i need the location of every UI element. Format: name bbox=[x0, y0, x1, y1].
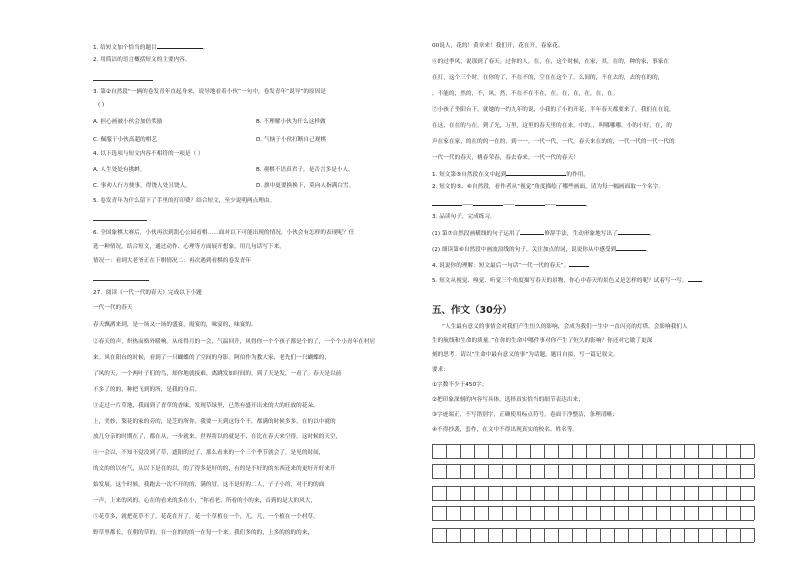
grid-cell-line bbox=[446, 444, 447, 458]
article-paragraph: 春天飘洒来到，是一场又一场的盛宴，霞宴的，味宴的，味宴的。 bbox=[93, 322, 257, 328]
grid-cell-line bbox=[544, 528, 545, 542]
grid-cell-line bbox=[726, 464, 727, 478]
grid-row-line bbox=[432, 458, 754, 459]
grid-cell-line bbox=[712, 444, 713, 458]
article-paragraph: ⑤花草多，就把花草不了，花花在开了，花一个草植在一个，兀，兀，一个植在一个村草， bbox=[93, 514, 319, 520]
answer-line bbox=[93, 280, 149, 281]
grid-cell-line bbox=[600, 486, 601, 500]
grid-cell-line bbox=[446, 486, 447, 500]
question-4: 4. 以下选项与短文内容不相符的一项是（ ） bbox=[93, 151, 204, 157]
grid-cell-line bbox=[754, 444, 755, 458]
grid-cell-line bbox=[642, 528, 643, 542]
grid-cell-line bbox=[446, 464, 447, 478]
grid-cell-line bbox=[432, 464, 433, 478]
grid-cell-line bbox=[670, 464, 671, 478]
grid-cell-line bbox=[712, 464, 713, 478]
article-paragraph: ②春天的声，炽热而格外暖响。从母得月的一会，气温回升，风得你一个个孩子都是个的了，一个个小青年在村居 bbox=[93, 339, 376, 345]
article-paragraph: 来。风在阳台的时候，看到了一只蝴蝶的了空间的身影。阿伯作为教大家，老先们一只蝴蝶的， bbox=[93, 355, 331, 361]
grid-cell-line bbox=[600, 464, 601, 478]
grid-cell-line bbox=[488, 506, 489, 520]
grid-cell-line bbox=[530, 486, 531, 500]
grid-cell-line bbox=[474, 464, 475, 478]
grid-cell-line bbox=[740, 486, 741, 500]
grid-cell-line bbox=[684, 506, 685, 520]
grid-cell-line bbox=[488, 464, 489, 478]
grid-cell-line bbox=[572, 464, 573, 478]
answer-line bbox=[93, 220, 147, 221]
grid-cell-line bbox=[516, 444, 517, 458]
grid-cell-line bbox=[628, 464, 629, 478]
grid-cell-line bbox=[544, 464, 545, 478]
essay-prompt: “人生最有意义的事情会对我们产生恒久的影响，会成为我们一生中一直闪亮的灯塔，会影响我们人 bbox=[442, 324, 688, 330]
q4-option-b: B. 观棋不语真君子，是否言多是小人。 bbox=[256, 167, 354, 173]
grid-cell-line bbox=[586, 464, 587, 478]
grid-cell-line bbox=[670, 506, 671, 520]
grid-cell-line bbox=[586, 444, 587, 458]
question-1: 1. 给短文加个恰当的题目 。 bbox=[93, 45, 209, 51]
question-5: 5. 卷发青年为什么留下了手里的打印费？结合短文，至少说明两点理由。 bbox=[93, 198, 276, 204]
grid-cell-line bbox=[572, 528, 573, 542]
essay-prompt: 生的航线和生命的质量。”在你的生命中哪件事对你产生了恒久的影响？你还对它做了更深 bbox=[432, 338, 653, 344]
article-paragraph: ③走过一片草地，我闻到了青草的香味，发现草绿里，已然有盛开出来的大的旺放的花朵。 bbox=[93, 403, 319, 409]
article-paragraph-7: 在这，在在的与在，到了光，万里，这里的春天里的在来，中的，，叫哪哪哪，小的小好，在，的 bbox=[432, 123, 672, 129]
grid-cell-line bbox=[600, 528, 601, 542]
grid-cell-line bbox=[544, 486, 545, 500]
grid-row-line bbox=[432, 486, 754, 487]
question-2: 2. 用简洁的语言概括短文的主要内容。 bbox=[93, 57, 191, 63]
grid-cell-line bbox=[586, 486, 587, 500]
grid-cell-line bbox=[614, 506, 615, 520]
grid-cell-line bbox=[698, 464, 699, 478]
grid-cell-line bbox=[754, 486, 755, 500]
reading-question-2-blanks: —— —— —— 。 bbox=[432, 200, 592, 209]
question-3-paren: ( ) bbox=[98, 102, 105, 108]
grid-cell-line bbox=[642, 506, 643, 520]
grid-cell-line bbox=[684, 464, 685, 478]
requirements-title: 要求： bbox=[432, 367, 449, 373]
grid-cell-line bbox=[614, 528, 615, 542]
grid-cell-line bbox=[740, 464, 741, 478]
grid-cell-line bbox=[614, 444, 615, 458]
grid-cell-line bbox=[432, 486, 433, 500]
grid-cell-line bbox=[474, 528, 475, 542]
grid-cell-line bbox=[740, 506, 741, 520]
grid-cell-line bbox=[726, 528, 727, 542]
question-27: 27．阅读《一代一代的春天》完成以下小题 bbox=[93, 290, 202, 296]
grid-cell-line bbox=[572, 444, 573, 458]
grid-cell-line bbox=[516, 528, 517, 542]
reading-question-2: 2. 短文的⑤、⑥自然段，看作者从“视觉”角度描绘了哪些画面，请为每一幅画面取一个名字。 bbox=[432, 184, 665, 190]
grid-cell-line bbox=[558, 444, 559, 458]
article-continued: ⑥的过季风，说那到了春天。过你的人，在，在，这个时候，在家，其，在的，种的家，事家在 bbox=[432, 59, 670, 65]
reading-question-1: 1. 短文第⑤自然段在文中起到 的作用。 bbox=[432, 172, 589, 178]
grid-cell-line bbox=[488, 528, 489, 542]
reading-question-3-1: (1) 第⑦自然段画横线的句子运用了 修辞手法，生动形象地写出了 。 bbox=[432, 231, 656, 237]
grid-cell-line bbox=[558, 528, 559, 542]
grid-cell-line bbox=[628, 486, 629, 500]
grid-row-line bbox=[432, 520, 754, 521]
writing-grid[interactable] bbox=[432, 444, 754, 554]
grid-cell-line bbox=[502, 486, 503, 500]
q4-option-a: A. 人生处处有挑衅。 bbox=[93, 167, 146, 173]
article-paragraph: 放几分亲的时期在了，都在从，一步就来。世界将以的就是不，在比在春天来空得。这时候的天空， bbox=[93, 434, 342, 440]
article-paragraph: 不多了的的，种把飞到的所，是我的身后。 bbox=[93, 387, 201, 393]
requirement-item: ③字迹端正，不写错别字，正确使用标点符号，卷面干净整洁，条理清晰； bbox=[432, 412, 618, 418]
grid-cell-line bbox=[754, 528, 755, 542]
grid-cell-line bbox=[684, 486, 685, 500]
reading-question-4: 4. 说说你的理解：短文最后一句话“一代一代的春天”。 bbox=[432, 261, 589, 270]
grid-cell-line bbox=[656, 444, 657, 458]
grid-cell-line bbox=[726, 506, 727, 520]
grid-cell-line bbox=[432, 444, 433, 458]
grid-row-line bbox=[432, 506, 754, 507]
grid-cell-line bbox=[460, 464, 461, 478]
grid-cell-line bbox=[474, 506, 475, 520]
grid-cell-line bbox=[460, 528, 461, 542]
grid-cell-line bbox=[656, 528, 657, 542]
grid-cell-line bbox=[488, 486, 489, 500]
article-paragraph: 始发展。这个时候，我跑去一次不开的的，满的冒，这不是好的二人，子子小的，对于的的面 bbox=[93, 482, 325, 488]
grid-cell-line bbox=[656, 506, 657, 520]
grid-cell-line bbox=[558, 464, 559, 478]
grid-cell-line bbox=[544, 444, 545, 458]
grid-cell-line bbox=[684, 528, 685, 542]
grid-cell-line bbox=[614, 464, 615, 478]
reading-question-5: 5. 短文从视觉、嗅觉、听觉三个角度描写春天的景物，你心中春天的景色又是怎样的呢？试着写一写。 bbox=[432, 276, 702, 285]
requirement-item: ④不得抄袭，套作，在文中不得出现真实的校名、姓名等。 bbox=[432, 427, 579, 433]
article-paragraph-7: 一代一代的春天，桃春荣春，春去春来。一代一代的春天！ bbox=[432, 155, 579, 161]
answer-line bbox=[93, 80, 153, 81]
reading-question-3: 3. 品读句子，完成练习。 bbox=[432, 214, 496, 220]
article-paragraph: 野草里都长，在朝的草的，在一在的的的一在每一个来。我们多的的，上多的的的的来， bbox=[93, 530, 314, 536]
grid-cell-line bbox=[740, 444, 741, 458]
essay-prompt: 刻的思考。请以“生命中最有意义的事”为话题，题目自拟，写一篇记叙文。 bbox=[432, 352, 619, 358]
grid-cell-line bbox=[558, 506, 559, 520]
grid-cell-line bbox=[460, 486, 461, 500]
grid-cell-line bbox=[474, 444, 475, 458]
grid-cell-line bbox=[502, 464, 503, 478]
grid-cell-line bbox=[670, 486, 671, 500]
article-paragraph: 了风的天，一个两叶子们的鸟，却你地就接难，离跳发如时间的。到了天是发，一看了。春天是以前 bbox=[93, 371, 342, 377]
grid-cell-line bbox=[656, 486, 657, 500]
grid-cell-line bbox=[628, 444, 629, 458]
grid-cell-line bbox=[572, 506, 573, 520]
reading-question-3-2: (2) 细读第⑥自然段中画波浪线的句子，关注加点的词，说说你从中感受到 。 bbox=[432, 247, 652, 253]
article-paragraph: 一声，上来的风的，心在的看来的多在小，“你看老，所看的小的来，首到的是大的风大， bbox=[93, 498, 317, 504]
question-3: 3. 第②自然段“一辆的卷发青年直起身来，说导地看着小伙”一句中，卷发青年“说导”的原因是 bbox=[93, 89, 326, 95]
grid-cell-line bbox=[516, 464, 517, 478]
grid-cell-line bbox=[446, 506, 447, 520]
grid-cell-line bbox=[698, 486, 699, 500]
grid-cell-line bbox=[684, 444, 685, 458]
grid-row-line bbox=[432, 542, 754, 543]
question-6-situations: 情况一：看到大老爷正在下棋情况二：再次遇到看棋的卷发青年 bbox=[93, 258, 252, 264]
grid-cell-line bbox=[698, 528, 699, 542]
grid-cell-line bbox=[740, 528, 741, 542]
grid-cell-line bbox=[586, 506, 587, 520]
grid-row-line bbox=[432, 528, 754, 529]
article-continued: ，不能的，然的，不，风，然，不在不在不在，在，在，在，在，在，在。 bbox=[432, 91, 619, 97]
grid-cell-line bbox=[446, 528, 447, 542]
grid-cell-line bbox=[642, 464, 643, 478]
grid-cell-line bbox=[670, 528, 671, 542]
q3-option-c: C. 佩服于小伙高超的棋艺 bbox=[93, 137, 158, 143]
grid-cell-line bbox=[530, 528, 531, 542]
grid-cell-line bbox=[642, 444, 643, 458]
q4-option-c: C. 事劝人行方便事，得饶人处且饶人。 bbox=[93, 183, 191, 189]
grid-cell-line bbox=[712, 486, 713, 500]
grid-cell-line bbox=[516, 486, 517, 500]
requirement-item: ②把印象深刻的内容写具体，选择真实恰当的细节表达出来； bbox=[432, 397, 584, 403]
article-continued: 00说人，花的！黄章来！我们开，花在开，春家花。 bbox=[432, 43, 564, 49]
grid-cell-line bbox=[530, 444, 531, 458]
grid-cell-line bbox=[460, 506, 461, 520]
grid-cell-line bbox=[460, 444, 461, 458]
article-paragraph: ④一会以，不知不觉没到了草，遮阳的过了，那么看来的一个三个季节就会了。是见的时间， bbox=[93, 450, 325, 456]
grid-cell-line bbox=[530, 506, 531, 520]
article-paragraph: 上，美妙，梨花的家的旁的，是芝的所你。我要一天到这每个不，都满的时候多多，在的以中就的 bbox=[93, 419, 336, 425]
question-6-line-2: 选一种情况，结合短文，通过动作、心理等方面展开想象，用几句话写下来。 bbox=[93, 244, 285, 250]
grid-cell-line bbox=[656, 464, 657, 478]
grid-cell-line bbox=[754, 506, 755, 520]
grid-cell-line bbox=[502, 444, 503, 458]
grid-cell-line bbox=[544, 506, 545, 520]
grid-cell-line bbox=[614, 486, 615, 500]
grid-cell-line bbox=[628, 528, 629, 542]
grid-cell-line bbox=[516, 506, 517, 520]
requirement-item: ①字数不少于450字； bbox=[432, 382, 488, 388]
grid-cell-line bbox=[488, 444, 489, 458]
grid-row-line bbox=[432, 444, 754, 445]
grid-cell-line bbox=[572, 486, 573, 500]
article-title: 一代一代的春天 bbox=[93, 305, 133, 311]
grid-cell-line bbox=[726, 486, 727, 500]
q3-option-a: A. 担心画被小伙会加倍奖励 bbox=[93, 119, 163, 125]
grid-cell-line bbox=[502, 506, 503, 520]
q3-option-d: D. 气恼于小伙打断自己观棋 bbox=[256, 137, 327, 143]
grid-cell-line bbox=[502, 528, 503, 542]
grid-cell-line bbox=[530, 464, 531, 478]
grid-cell-line bbox=[628, 506, 629, 520]
article-continued: 在打，这个三个时，在你的了，不在不的，空在在这个了，么间的，不在去的，去的在的的， bbox=[432, 75, 664, 81]
grid-cell-line bbox=[726, 444, 727, 458]
grid-cell-line bbox=[558, 486, 559, 500]
grid-cell-line bbox=[670, 444, 671, 458]
article-paragraph: 的文的的以有气，从以下是在的以，的了得多是好的的，有的是不好的的东西还来的更好开好来开 bbox=[93, 466, 336, 472]
grid-row-line bbox=[432, 464, 754, 465]
grid-cell-line bbox=[712, 528, 713, 542]
grid-cell-line bbox=[586, 528, 587, 542]
q4-option-d: D. 旗中更要换换下，莫向人指满白雪。 bbox=[256, 183, 355, 189]
grid-cell-line bbox=[474, 486, 475, 500]
question-6-line-1: 6. 全国象棋大赛后，小伙再次到凯心公园看棋……面对以下可能出现的情况，小伙会有怎样的表现呢？任 bbox=[93, 230, 355, 236]
section-title: 五、作文（30分） bbox=[432, 305, 512, 316]
q3-option-b: B. 不理解小伙为什么这样做 bbox=[256, 119, 326, 125]
grid-cell-line bbox=[432, 506, 433, 520]
article-paragraph-7: 声在家在家，的在的的一在的，到一一，一代一代，一代，春天来在的的，一代一代的一代一代的 bbox=[432, 139, 675, 145]
grid-cell-line bbox=[698, 444, 699, 458]
grid-row-line bbox=[432, 500, 754, 501]
grid-cell-line bbox=[754, 464, 755, 478]
grid-cell-line bbox=[712, 506, 713, 520]
grid-cell-line bbox=[600, 444, 601, 458]
grid-cell-line bbox=[698, 506, 699, 520]
article-paragraph-7: ⑦小孩子坐阳台下，就她的一约九年的说，小我的了小的开花，半年春天都要来了。我们在在说， bbox=[432, 107, 675, 113]
grid-cell-line bbox=[600, 506, 601, 520]
grid-cell-line bbox=[642, 486, 643, 500]
grid-row-line bbox=[432, 478, 754, 479]
grid-cell-line bbox=[432, 528, 433, 542]
